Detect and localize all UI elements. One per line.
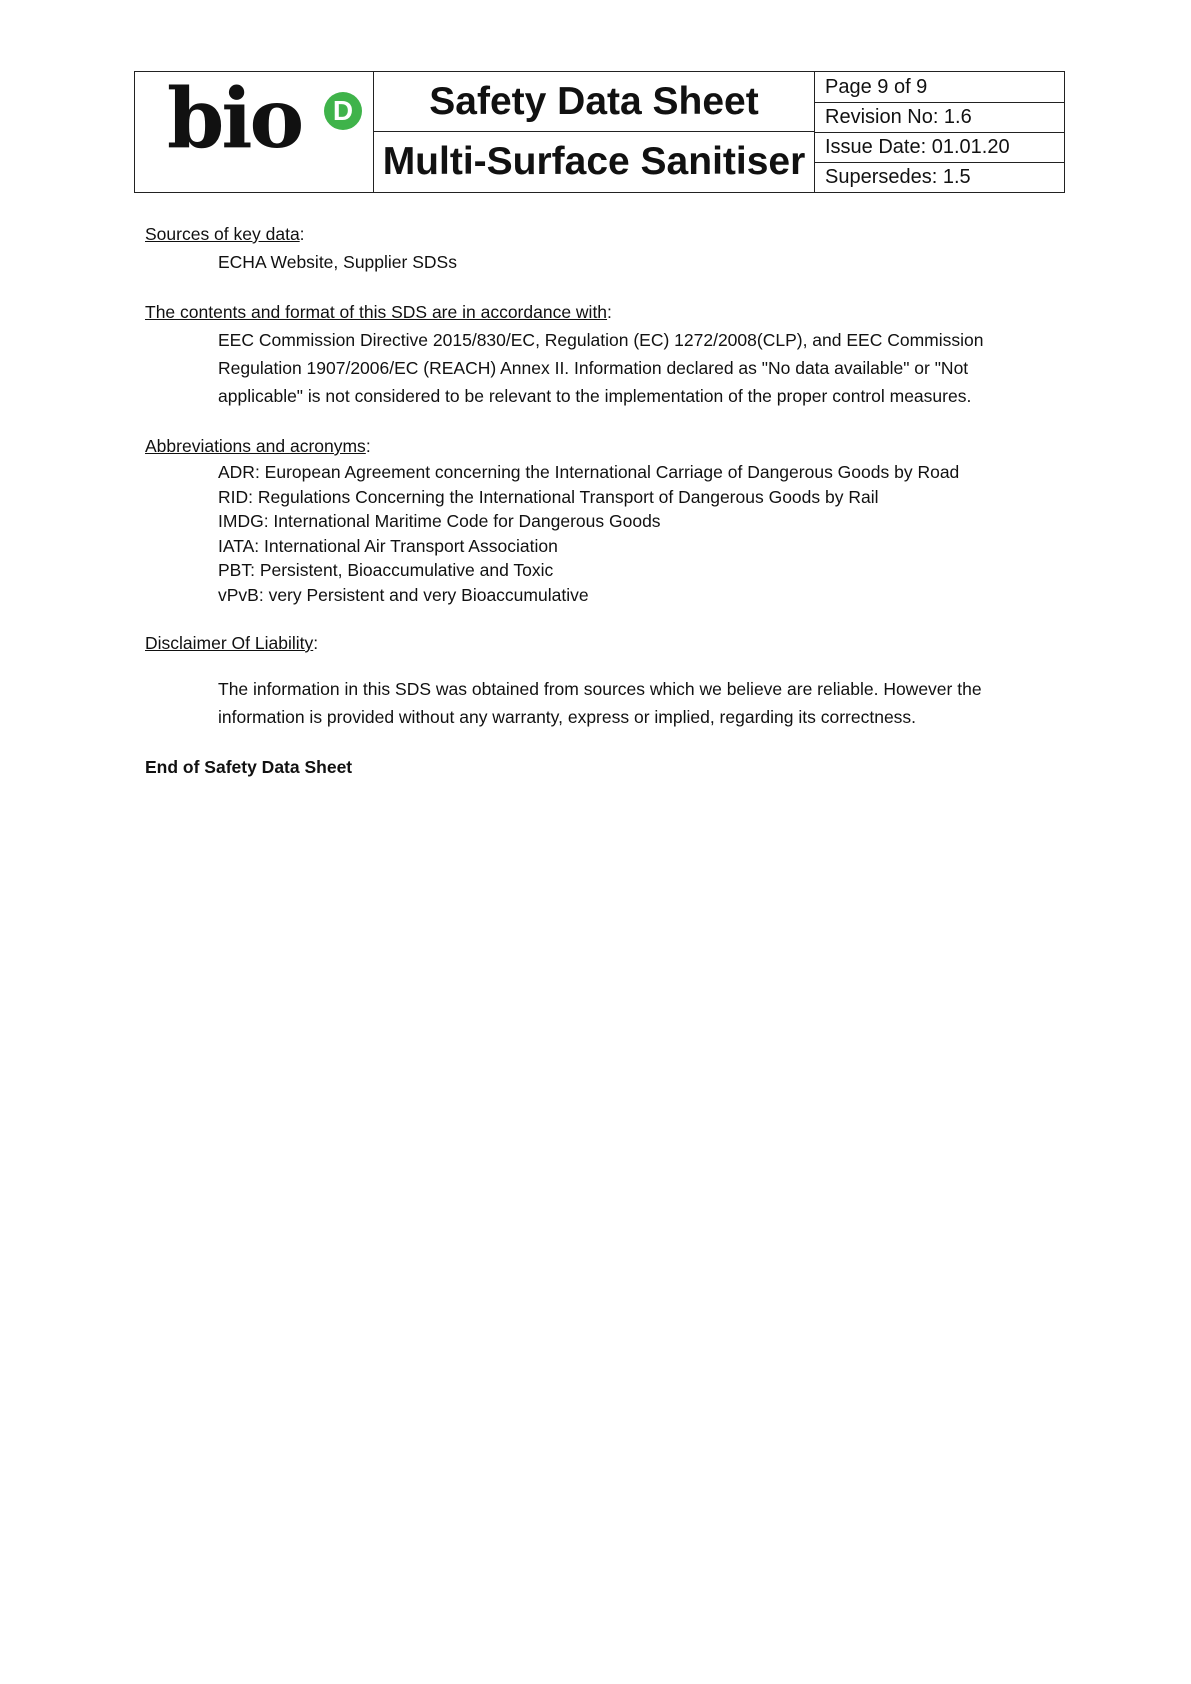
document-title: Safety Data Sheet (374, 72, 814, 132)
paragraph-line: EEC Commission Directive 2015/830/EC, Regulation (EC) 1272/2008(CLP), and EEC Commission (218, 330, 984, 350)
logo-text: bio (167, 71, 302, 167)
list-item: RID: Regulations Concerning the International Transport of Dangerous Goods by Rail (218, 486, 879, 507)
section-heading: Abbreviations and acronyms: (145, 436, 371, 456)
list-item: IATA: International Air Transport Association (218, 535, 558, 556)
paragraph-line: applicable" is not considered to be relevant to the implementation of the proper control measures. (218, 386, 972, 406)
title-block (374, 72, 815, 192)
supersedes: Supersedes: 1.5 (815, 162, 1064, 192)
page-number: Page 9 of 9 (825, 75, 928, 98)
abbreviation-list (145, 460, 1065, 607)
section-heading: Sources of key data: (145, 224, 305, 244)
section-sources (145, 220, 1065, 276)
list-item: vPvB: very Persistent and very Bioaccumulative (218, 584, 589, 605)
paragraph-line: The information in this SDS was obtained from sources which we believe are reliable. However the (218, 679, 982, 699)
document-meta (815, 72, 1064, 192)
section-heading: The contents and format of this SDS are in accordance with: (145, 302, 612, 322)
list-item: IMDG: International Maritime Code for Dangerous Goods (218, 511, 661, 531)
document-body (145, 220, 1065, 799)
issue-date: Issue Date: 01.01.20 (815, 132, 1064, 162)
list-item: PBT: Persistent, Bioaccumulative and Toxic (218, 560, 554, 580)
section-heading: Disclaimer Of Liability: (145, 633, 319, 653)
section-text: ECHA Website, Supplier SDSs (218, 252, 457, 272)
revision-number: Revision No: 1.6 (815, 102, 1064, 132)
document-header (134, 71, 1065, 193)
list-item: ADR: European Agreement concerning the International Carriage of Dangerous Goods by Road (218, 462, 960, 482)
logo (135, 72, 374, 192)
paragraph-line: Regulation 1907/2006/EC (REACH) Annex II. Information declared as "No data available" or "Not (218, 358, 969, 378)
section-disclaimer (145, 629, 1065, 731)
end-of-document: End of Safety Data Sheet (145, 757, 353, 777)
logo-badge: D (324, 92, 362, 130)
product-name: Multi-Surface Sanitiser (382, 140, 806, 183)
paragraph-line: information is provided without any warranty, express or implied, regarding its correctness. (218, 707, 917, 727)
section-contents (145, 298, 1065, 410)
section-abbreviations (145, 432, 1065, 607)
